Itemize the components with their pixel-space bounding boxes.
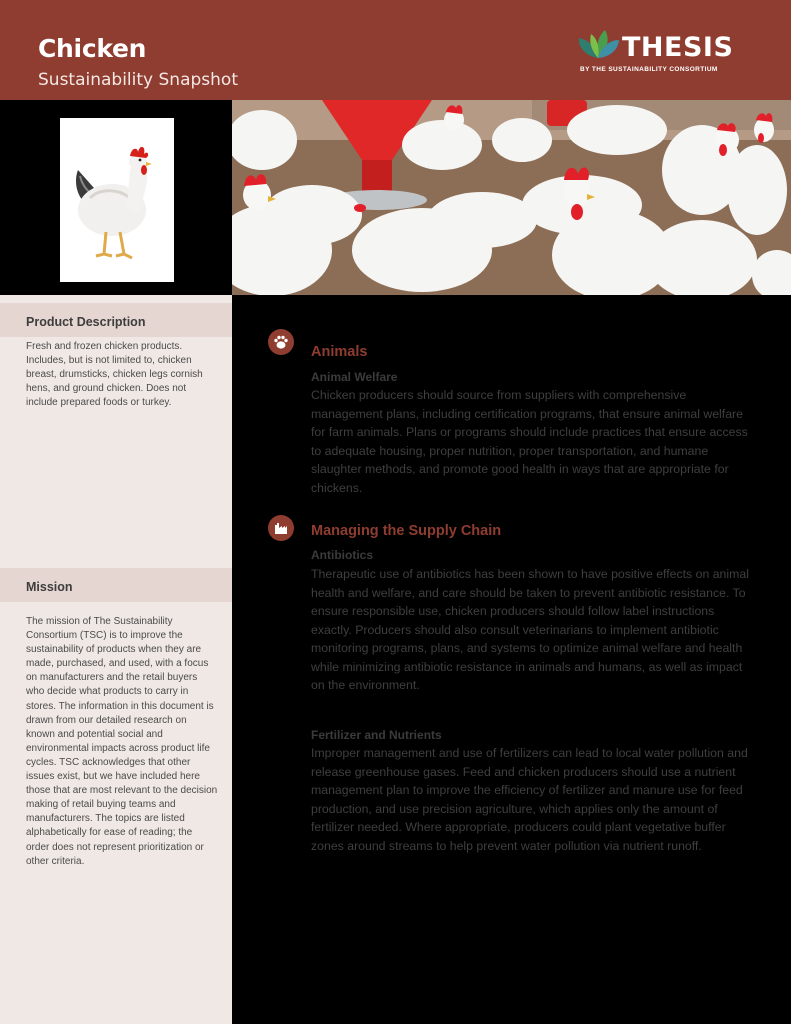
product-description-text: Fresh and frozen chicken products. Includes, but is not limited to, chicken breast, drumsticks, chicken legs cornish hens, and ground chicken. Does not include prepared foods or turkey. (26, 341, 203, 409)
thesis-logo (576, 28, 746, 78)
page-subtitle: Sustainability Snapshot (38, 70, 238, 90)
sidebar (0, 295, 232, 1024)
leaf-logo-icon (576, 28, 620, 62)
product-description-heading: Product Description (0, 303, 232, 337)
factory-icon (268, 515, 294, 541)
paw-icon (268, 329, 294, 355)
topic-text-antibiotics: Therapeutic use of antibiotics has been shown to have positive effects on animal health and welfare, and care should be taken to prevent antibiotic resistance. To ensure responsible use, chicken producers should follow label instructions exactly. Producers should also consult veterinarians to implement antibiotic monitoring programs, plans, and systems to optimize animal welfare and health while minimizing antibiotic resistance in animals and humans, as well as impact on the environment. (311, 567, 749, 692)
header-bar (0, 0, 791, 100)
topic-text-fertilizer: Improper management and use of fertilizers can lead to local water pollution and release greenhouse gases. Feed and chicken producers should use a nutrient management plan to improve the efficiency of fertilizer and manure use for feed production, and use precision agriculture, which applies only the amount of fertilizer needed. Where appropriate, producers could plant vegetative buffer zones around streams to help prevent water pollution via nutrient runoff. (311, 746, 748, 853)
mission-text: The mission of The Sustainability Consortium (TSC) is to improve the sustainability of products when they are made, purchased, and used, with a focus on manufacturers and the retail buyers who decide what products to carry in stores. The information in this document is drawn from our detailed research on known and potential social and environmental impacts across product life cycles. TSC acknowledges that other issues exist, but we have included here those that are most relevant to the decision making of retail buying teams and manufacturers. The topics are listed alphabetically for ease of reading; the order does not represent prioritization or other criteria. (26, 616, 218, 867)
mission-heading: Mission (0, 568, 232, 602)
logo-tagline: BY THE SUSTAINABILITY CONSORTIUM (580, 66, 718, 73)
section-title-supply-chain: Managing the Supply Chain (311, 523, 502, 539)
hero-chickens-photo (232, 100, 791, 295)
topic-text-animal-welfare: Chicken producers should source from suppliers with comprehensive management plans, including certification programs, that ensure animal welfare for farm animals. Plans or programs should include practices that ensure access to adequate housing, proper nutrition, proper transportation, and humane slaughter methods, and promote good health in ways that are appropriate for chickens. (311, 388, 748, 495)
section-title-animals: Animals (311, 344, 368, 360)
logo-wordmark: THESIS (622, 32, 734, 63)
page-title: Chicken (38, 34, 147, 63)
topic-title-antibiotics: Antibiotics (311, 548, 373, 562)
topic-title-animal-welfare: Animal Welfare (311, 370, 398, 384)
chicken-thumbnail-image (60, 118, 174, 282)
topic-title-fertilizer: Fertilizer and Nutrients (311, 728, 442, 742)
